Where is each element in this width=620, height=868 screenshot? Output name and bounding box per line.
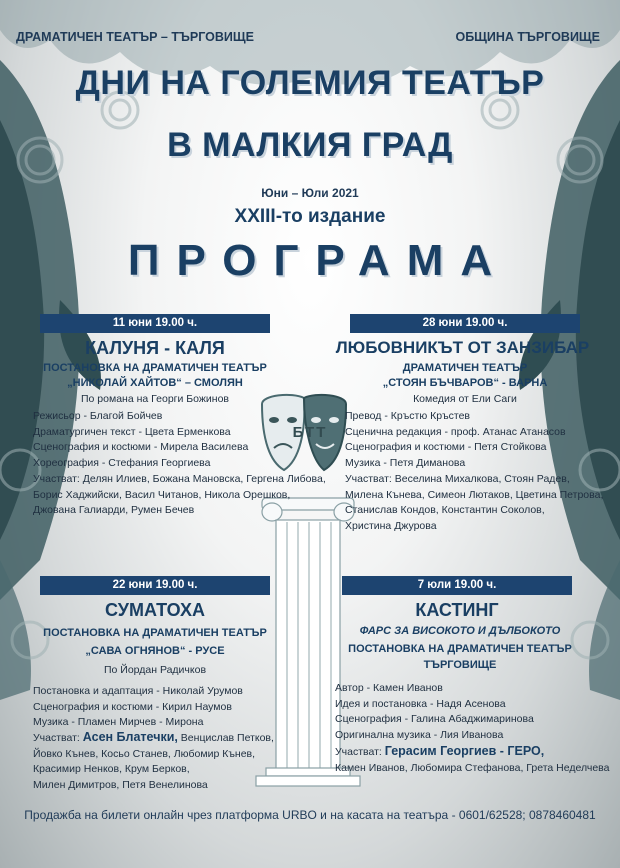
credit-line: Хореография - Стефания Георгиева (33, 456, 211, 469)
show-1-title: КАЛУНЯ - КАЛЯ (85, 338, 225, 358)
cast-line: Йовко Кънев, Косьо Станев, Любомир Кънев, (33, 747, 256, 760)
logo-text: БТТ (292, 424, 328, 441)
show-4-cast (335, 744, 615, 776)
credit-line: Музика - Пламен Мирчев - Мирона (33, 716, 204, 728)
credit-line: Сценография - Галина Абаджимаринова (335, 713, 534, 725)
show-4-credits (335, 681, 595, 743)
cast-lead-actor: Герасим Георгиев - ГЕРО, (384, 744, 545, 758)
cast-label: Участват: (335, 746, 382, 758)
festival-dates: Юни – Юли 2021 (261, 186, 359, 200)
show-2-subtitle1: ДРАМАТИЧЕН ТЕАТЪР (402, 362, 528, 374)
credit-line: Превод - Кръстю Кръстев (345, 410, 471, 422)
show-1-subtitle2: „НИКОЛАЙ ХАЙТОВ“ – СМОЛЯН (67, 377, 243, 389)
credit-line: Сценична редакция - проф. Атанас Атанасов (345, 425, 566, 438)
cast-line: Милен Димитров, Петя Венелинова (33, 778, 208, 791)
credit-line: Автор - Камен Иванов (335, 682, 443, 694)
credit-line: Оригинална музика - Лия Иванова (335, 728, 504, 741)
show-2-credits (345, 409, 605, 471)
cast-line: Борис Хаджийски, Васил Читанов, Никола Орешков, (33, 488, 291, 501)
credit-line: Сценография и костюми - Кирил Наумов (33, 700, 232, 713)
show-3-note: По Йордан Радичков (103, 664, 207, 676)
show-3-date: 22 юни 19.00 ч. (40, 576, 270, 595)
credit-line: Режисьор - Благой Бойчев (33, 410, 163, 422)
show-1-credits (33, 409, 283, 471)
ticket-sales-footer: Продажба на билети онлайн чрез платформа URBO и на касата на театъра - 0601/62528; 0878460481 (24, 808, 596, 822)
show-2-date: 28 юни 19.00 ч. (350, 314, 580, 333)
festival-title-line2: В МАЛКИЯ ГРАД (167, 126, 453, 164)
show-3-cast (33, 730, 303, 793)
show-2-cast (345, 472, 615, 534)
show-4-title: КАСТИНГ (415, 600, 499, 620)
show-3-credits (33, 684, 283, 731)
show-4-date: 7 юли 19.00 ч. (342, 576, 572, 595)
cast-line: Христина Джурова (345, 519, 437, 532)
cast-line: Джована Галиарди, Румен Бечев (33, 504, 195, 516)
credit-line: Драматургичен текст - Цвета Ерменкова (33, 425, 231, 438)
edition-label: XXIII-то издание (234, 206, 386, 227)
cast-line: Милена Кънева, Симеон Лютаков, Цветина Петрова, (345, 488, 604, 501)
show-2-note: Комедия от Ели Саги (413, 393, 517, 405)
cast-line: Красимир Ненков, Крум Берков, (33, 763, 190, 775)
festival-title-line1: ДНИ НА ГОЛЕМИЯ ТЕАТЪР (75, 64, 545, 102)
cast-line-lead (335, 744, 615, 761)
show-3-subtitle2: „САВА ОГНЯНОВ“ - РУСЕ (85, 645, 225, 657)
credit-line: Музика - Петя Диманова (345, 456, 466, 469)
credit-line: Постановка и адаптация - Николай Урумов (33, 685, 243, 697)
show-3-title: СУМАТОХА (105, 600, 205, 620)
show-4-subtitle2: ТЪРГОВИЩЕ (423, 659, 497, 671)
cast-line-lead (33, 730, 303, 747)
cast-line: Участват: Веселина Михалкова, Стоян Радев, (345, 473, 570, 485)
show-1-cast (33, 472, 326, 519)
show-1-date: 11 юни 19.00 ч. (40, 314, 270, 333)
cast-line: Камен Иванов, Любомира Стефанова, Грета Неделчева (335, 761, 610, 774)
show-4-genre: ФАРС ЗА ВИСОКОТО И ДЪЛБОКОТО (359, 625, 561, 637)
cast-line: Участват: Делян Илиев, Божана Мановска, Гергена Либова, (33, 473, 326, 485)
theatre-name: ДРАМАТИЧЕН ТЕАТЪР – ТЪРГОВИЩЕ (16, 30, 254, 44)
credit-line: Сценография и коctюми - Мирела Василева (33, 441, 249, 453)
cast-line: Станислав Кондов, Константин Соколов, (345, 504, 545, 516)
show-1-note: По романа на Георги Божинов (81, 393, 229, 405)
show-2-title: ЛЮБОВНИКЪТ ОТ ЗАНЗИБАР (335, 338, 590, 357)
show-2-subtitle2: „СТОЯН БЪЧВАРОВ“ - ВАРНА (382, 377, 548, 389)
cast-label: Участват: (33, 732, 80, 744)
credit-line: Идея и постановка - Надя Асенова (335, 697, 506, 710)
show-4-subtitle1: ПОСТАНОВКА НА ДРАМАТИЧЕН ТЕАТЪР (348, 643, 572, 655)
show-3-subtitle1: ПОСТАНОВКА НА ДРАМАТИЧЕН ТЕАТЪР (43, 627, 267, 639)
program-heading: ПРОГРАМА (127, 236, 510, 285)
cast-first-rest: Венцислав Петков, (180, 732, 274, 744)
show-1-subtitle1: ПОСТАНОВКА НА ДРАМАТИЧЕН ТЕАТЪР (43, 362, 267, 374)
credit-line: Сценография и костюми - Петя Стойкова (345, 441, 547, 453)
municipality-name: ОБЩИНА ТЪРГОВИЩЕ (455, 30, 600, 44)
cast-lead-actor: Асен Блатечки, (82, 730, 178, 744)
